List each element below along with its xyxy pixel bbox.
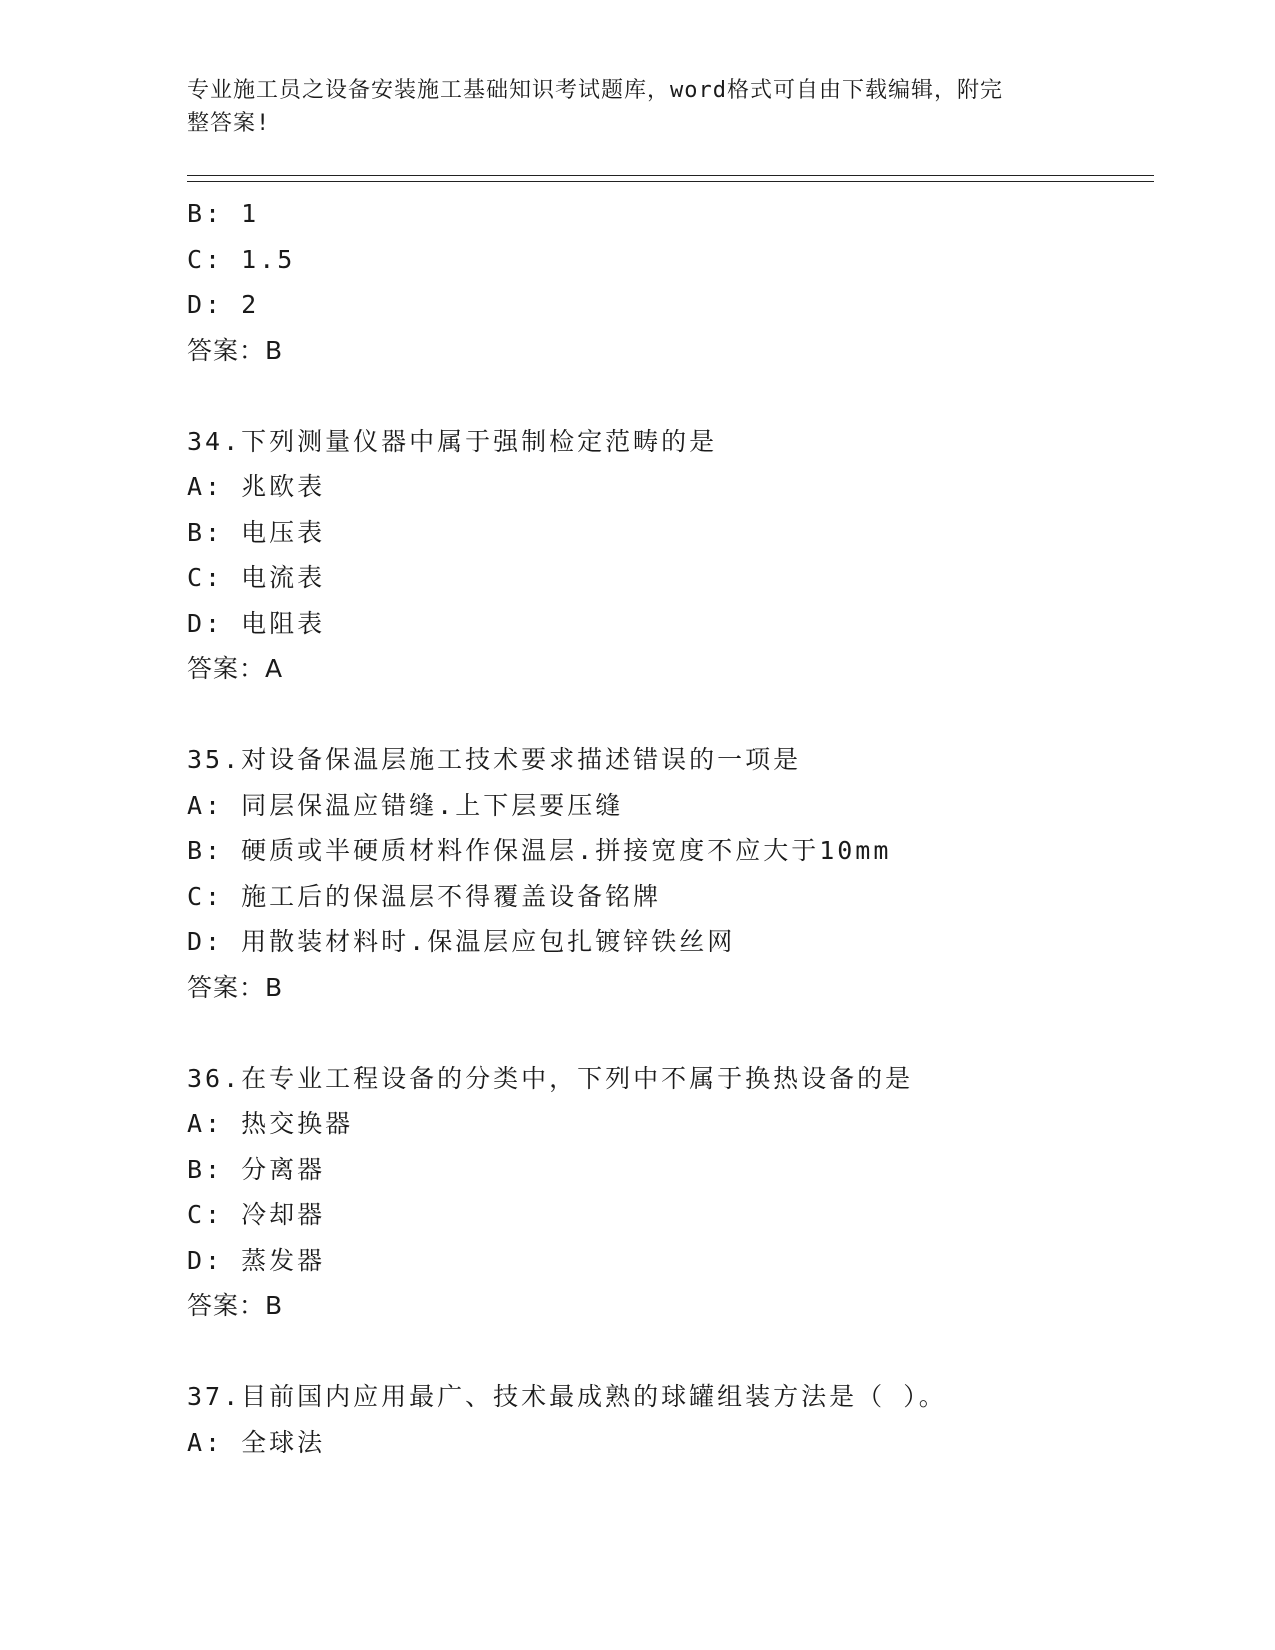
answer: 答案：A bbox=[187, 654, 284, 683]
option-b: B: 电压表 bbox=[187, 517, 326, 547]
spacer bbox=[187, 1329, 1154, 1375]
question-34 bbox=[187, 419, 1154, 692]
option-c: C: 1.5 bbox=[187, 244, 296, 274]
header-divider-bottom bbox=[187, 181, 1154, 182]
option-a: A: 全球法 bbox=[187, 1427, 326, 1457]
option-c: C: 电流表 bbox=[187, 563, 326, 592]
option-a: A: 同层保温应错缝.上下层要压缝 bbox=[187, 790, 624, 820]
answer: 答案：B bbox=[187, 335, 284, 365]
option-d: D: 电阻表 bbox=[187, 608, 326, 638]
spacer bbox=[187, 692, 1154, 738]
option-c: C: 冷却器 bbox=[187, 1200, 326, 1229]
question-35 bbox=[187, 737, 1154, 1010]
document-header bbox=[187, 74, 1067, 140]
option-b: B: 分离器 bbox=[187, 1154, 326, 1184]
header-title-line-1: 专业施工员之设备安装施工基础知识考试题库，word格式可自由下载编辑，附完 bbox=[187, 78, 1003, 103]
option-b: B: 硬质或半硬质材料作保温层.拼接宽度不应大于10mm bbox=[187, 836, 892, 865]
option-a: A: 兆欧表 bbox=[187, 472, 326, 501]
spacer bbox=[187, 1010, 1154, 1056]
option-b: B: 1 bbox=[187, 199, 260, 228]
option-d: D: 蒸发器 bbox=[187, 1245, 326, 1275]
question-stem: 34.下列测量仪器中属于强制检定范畴的是 bbox=[187, 426, 718, 456]
question-stem: 36.在专业工程设备的分类中，下列中不属于换热设备的是 bbox=[187, 1063, 914, 1093]
spacer bbox=[187, 373, 1154, 419]
answer: 答案：B bbox=[187, 1291, 284, 1320]
question-stem: 37.目前国内应用最广、技术最成熟的球罐组装方法是（ ）。 bbox=[187, 1382, 947, 1411]
option-a: A: 热交换器 bbox=[187, 1109, 354, 1138]
question-list bbox=[187, 191, 1154, 1465]
question-33-continued bbox=[187, 191, 1154, 373]
header-title-line-2: 整答案! bbox=[187, 111, 271, 136]
answer: 答案：B bbox=[187, 972, 284, 1002]
question-37 bbox=[187, 1374, 1154, 1465]
option-c: C: 施工后的保温层不得覆盖设备铭牌 bbox=[187, 881, 662, 911]
option-d: D: 用散装材料时.保温层应包扎镀锌铁丝网 bbox=[187, 927, 736, 956]
header-divider-top bbox=[187, 175, 1154, 176]
question-36 bbox=[187, 1056, 1154, 1329]
question-stem: 35.对设备保温层施工技术要求描述错误的一项是 bbox=[187, 745, 802, 774]
option-d: D: 2 bbox=[187, 290, 260, 319]
